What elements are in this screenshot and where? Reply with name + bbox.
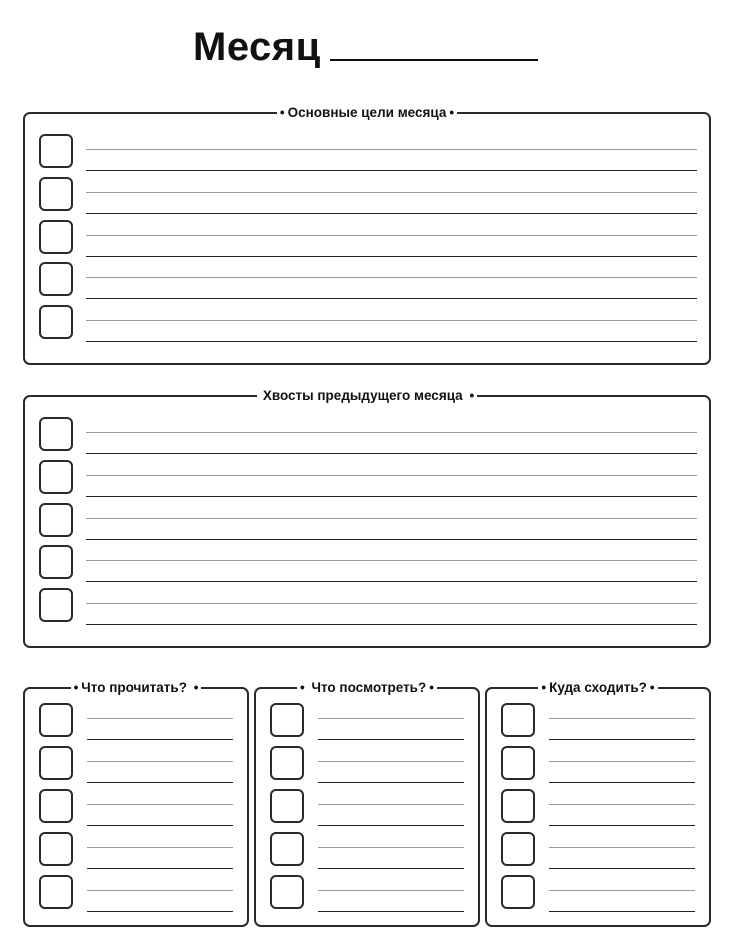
- tail-line[interactable]: [86, 475, 697, 476]
- read-row: [39, 703, 233, 741]
- go-line[interactable]: [549, 825, 695, 826]
- goal-line[interactable]: [86, 298, 697, 299]
- read-row: [39, 832, 233, 870]
- go-row: [501, 832, 695, 870]
- goal-line[interactable]: [86, 256, 697, 257]
- goal-row: [39, 177, 697, 215]
- goal-line[interactable]: [86, 170, 697, 171]
- watch-line[interactable]: [318, 761, 464, 762]
- watch-line[interactable]: [318, 890, 464, 891]
- page-title: Месяц: [193, 25, 321, 69]
- tails-section: [23, 388, 711, 648]
- tail-line[interactable]: [86, 496, 697, 497]
- tail-line[interactable]: [86, 518, 697, 519]
- read-row: [39, 789, 233, 827]
- go-row: [501, 703, 695, 741]
- read-line[interactable]: [87, 804, 233, 805]
- watch-section: [254, 680, 480, 927]
- tail-line[interactable]: [86, 581, 697, 582]
- goal-line[interactable]: [86, 213, 697, 214]
- watch-line[interactable]: [318, 739, 464, 740]
- goal-line[interactable]: [86, 341, 697, 342]
- watch-checkbox[interactable]: [270, 789, 304, 823]
- tail-row: [39, 460, 697, 498]
- goal-checkbox[interactable]: [39, 220, 73, 254]
- go-row: [501, 746, 695, 784]
- watch-row: [270, 832, 464, 870]
- read-checkbox[interactable]: [39, 746, 73, 780]
- goal-row: [39, 262, 697, 300]
- read-line[interactable]: [87, 847, 233, 848]
- goal-row: [39, 305, 697, 343]
- go-title: • Куда сходить? •: [538, 680, 657, 695]
- read-checkbox[interactable]: [39, 789, 73, 823]
- watch-line[interactable]: [318, 804, 464, 805]
- go-row: [501, 875, 695, 913]
- read-line[interactable]: [87, 761, 233, 762]
- go-line[interactable]: [549, 782, 695, 783]
- watch-title: • Что посмотреть? •: [297, 680, 437, 695]
- read-checkbox[interactable]: [39, 875, 73, 909]
- tail-line[interactable]: [86, 560, 697, 561]
- go-line[interactable]: [549, 868, 695, 869]
- read-checkbox[interactable]: [39, 703, 73, 737]
- tail-checkbox[interactable]: [39, 545, 73, 579]
- go-line[interactable]: [549, 847, 695, 848]
- read-line[interactable]: [87, 868, 233, 869]
- watch-checkbox[interactable]: [270, 875, 304, 909]
- read-title: • Что прочитать? •: [71, 680, 202, 695]
- go-checkbox[interactable]: [501, 789, 535, 823]
- goal-checkbox[interactable]: [39, 262, 73, 296]
- tail-row: [39, 417, 697, 455]
- goal-checkbox[interactable]: [39, 177, 73, 211]
- tail-checkbox[interactable]: [39, 417, 73, 451]
- goal-line[interactable]: [86, 277, 697, 278]
- read-line[interactable]: [87, 718, 233, 719]
- watch-line[interactable]: [318, 868, 464, 869]
- go-line[interactable]: [549, 739, 695, 740]
- goal-checkbox[interactable]: [39, 305, 73, 339]
- read-line[interactable]: [87, 911, 233, 912]
- watch-line[interactable]: [318, 718, 464, 719]
- go-section: [485, 680, 711, 927]
- go-checkbox[interactable]: [501, 875, 535, 909]
- tails-title: Хвосты предыдущего месяца •: [257, 388, 477, 403]
- tail-row: [39, 588, 697, 626]
- read-section: [23, 680, 249, 927]
- go-checkbox[interactable]: [501, 703, 535, 737]
- page-header: [0, 22, 735, 74]
- go-line[interactable]: [549, 911, 695, 912]
- goal-row: [39, 220, 697, 258]
- watch-row: [270, 746, 464, 784]
- tail-line[interactable]: [86, 624, 697, 625]
- tail-line[interactable]: [86, 453, 697, 454]
- goal-line[interactable]: [86, 149, 697, 150]
- go-line[interactable]: [549, 890, 695, 891]
- watch-row: [270, 875, 464, 913]
- watch-checkbox[interactable]: [270, 832, 304, 866]
- watch-line[interactable]: [318, 825, 464, 826]
- read-line[interactable]: [87, 890, 233, 891]
- read-row: [39, 746, 233, 784]
- go-row: [501, 789, 695, 827]
- month-name-line[interactable]: [330, 59, 538, 61]
- watch-line[interactable]: [318, 847, 464, 848]
- go-line[interactable]: [549, 804, 695, 805]
- go-checkbox[interactable]: [501, 832, 535, 866]
- watch-row: [270, 703, 464, 741]
- tail-checkbox[interactable]: [39, 503, 73, 537]
- tail-line[interactable]: [86, 432, 697, 433]
- tail-checkbox[interactable]: [39, 588, 73, 622]
- goal-line[interactable]: [86, 235, 697, 236]
- tail-line[interactable]: [86, 539, 697, 540]
- tail-line[interactable]: [86, 603, 697, 604]
- read-line[interactable]: [87, 825, 233, 826]
- goal-line[interactable]: [86, 320, 697, 321]
- main-goals-title: • Основные цели месяца •: [277, 105, 457, 120]
- read-checkbox[interactable]: [39, 832, 73, 866]
- watch-line[interactable]: [318, 911, 464, 912]
- go-line[interactable]: [549, 718, 695, 719]
- goal-line[interactable]: [86, 192, 697, 193]
- read-row: [39, 875, 233, 913]
- tail-row: [39, 545, 697, 583]
- go-checkbox[interactable]: [501, 746, 535, 780]
- watch-row: [270, 789, 464, 827]
- goal-row: [39, 134, 697, 172]
- read-line[interactable]: [87, 782, 233, 783]
- goal-checkbox[interactable]: [39, 134, 73, 168]
- tail-checkbox[interactable]: [39, 460, 73, 494]
- watch-line[interactable]: [318, 782, 464, 783]
- watch-checkbox[interactable]: [270, 703, 304, 737]
- go-line[interactable]: [549, 761, 695, 762]
- read-line[interactable]: [87, 739, 233, 740]
- watch-checkbox[interactable]: [270, 746, 304, 780]
- main-goals-section: [23, 105, 711, 365]
- tail-row: [39, 503, 697, 541]
